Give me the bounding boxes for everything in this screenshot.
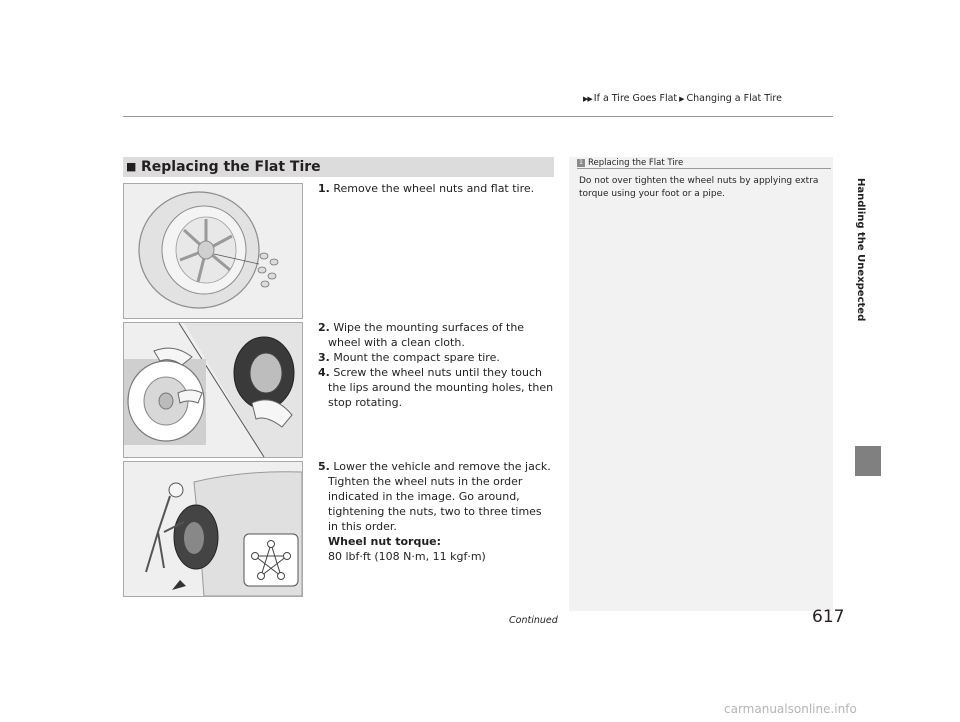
figure-remove-tire (123, 183, 303, 319)
side-tab-label: Handling the Unexpected (855, 178, 866, 322)
breadcrumb-item[interactable]: If a Tire Goes Flat (593, 93, 678, 104)
step-text: Remove the wheel nuts and flat tire. (333, 182, 535, 195)
breadcrumb-item[interactable]: Changing a Flat Tire (686, 93, 782, 104)
tire-illustration (124, 184, 302, 318)
note-number-icon: 1 (577, 159, 585, 167)
step-text: Wipe the mounting surfaces of the wheel with a clean cloth. (328, 321, 525, 349)
side-tab-marker (855, 446, 881, 476)
step-text: Mount the compact spare tire. (333, 351, 500, 364)
note-title (577, 158, 683, 168)
breadcrumb (583, 93, 782, 104)
step-number: 1. (318, 182, 330, 195)
mount-spare-illustration (124, 323, 302, 457)
step-number: 4. (318, 366, 330, 379)
step-4 (318, 365, 554, 410)
step-5 (318, 459, 554, 564)
figure-tighten-nuts (123, 461, 303, 597)
watermark: carmanualsonline.info (724, 702, 857, 716)
note-box (569, 157, 833, 611)
torque-label: Wheel nut torque: (328, 535, 442, 548)
step-1 (318, 181, 554, 196)
step-3 (318, 350, 554, 365)
page-number: 617 (812, 607, 845, 627)
step-text: Screw the wheel nuts until they touch the lips around the mounting holes, then stop rotating. (328, 366, 554, 409)
step-number: 5. (318, 460, 330, 473)
figure-mount-spare (123, 322, 303, 458)
torque-value: 80 lbf·ft (108 N·m, 11 kgf·m) (328, 550, 486, 563)
continued-label: Continued (509, 615, 558, 626)
note-body: Do not over tighten the wheel nuts by applying extra torque using your foot or a pipe. (579, 176, 819, 199)
section-heading (123, 157, 554, 177)
note-title-text: Replacing the Flat Tire (588, 158, 684, 168)
section-marker-icon: ■ (126, 160, 137, 173)
header-rule (123, 116, 833, 117)
tighten-nuts-illustration (124, 462, 302, 596)
breadcrumb-arrow-icon: ▶▶ (583, 95, 592, 103)
step-2 (318, 320, 554, 350)
breadcrumb-arrow-icon: ▶ (679, 95, 685, 103)
section-title: Replacing the Flat Tire (141, 159, 321, 175)
step-number: 3. (318, 351, 330, 364)
step-number: 2. (318, 321, 330, 334)
step-text: Lower the vehicle and remove the jack. Tighten the wheel nuts in the order indicated in the image. Go around, tightening the nuts, two to three times in this order. (328, 460, 551, 533)
note-rule (577, 168, 831, 169)
